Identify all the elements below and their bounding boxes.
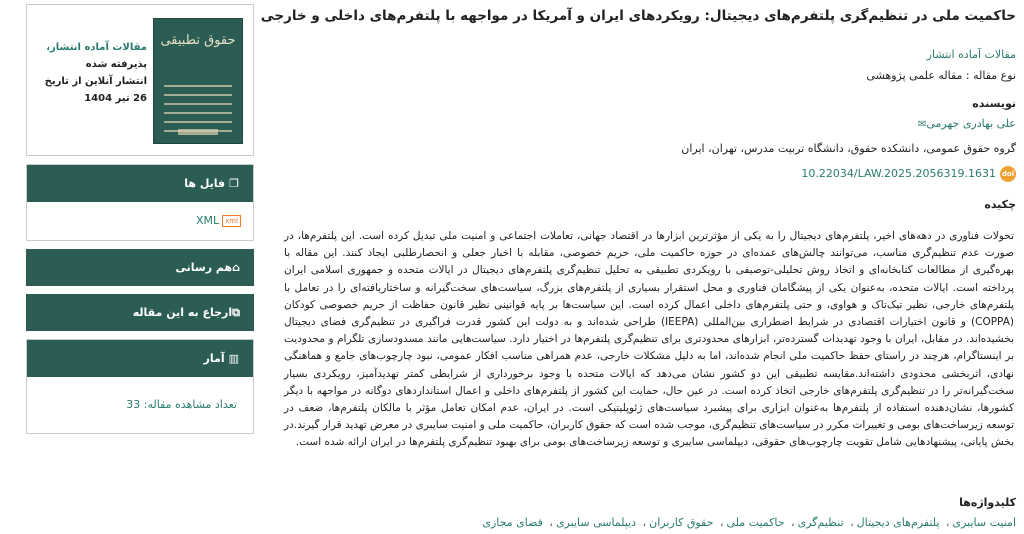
author-name: علی بهادری جهرمی bbox=[926, 117, 1016, 130]
doi-icon: doi bbox=[1000, 166, 1016, 182]
views-label: تعداد مشاهده مقاله: bbox=[143, 398, 237, 411]
category-link[interactable]: مقالات آماده انتشار bbox=[926, 48, 1016, 61]
cover-title: حقوق تطبیقی bbox=[160, 33, 236, 48]
xml-icon: xml bbox=[222, 215, 241, 227]
xml-download-link[interactable] bbox=[27, 202, 253, 240]
abstract-text: تحولات فناوری در دهه‌های اخیر، پلتفرم‌های دیجیتال را به یکی از مؤثرترین ابزارها در اقتصاد جهانی، تعاملات اجتماعی و امنیت ملی تبدیل کرده است. این پلتفرم‌ها، در صورت عدم تنظیم‌گری مناسب، می‌توانند چالش‌های عمده‌ای در حوزه حاکمیت ملی، حریم خصوصی، مقابله با اخبار جعلی و انحصارطلبی ایجاد کنند. این مقاله با بهره‌گیری از مطالعات کتابخانه‌ای و اتخاذ روش تحلیلی-توصیفی با رویکردی تطبیقی به تحلیل تنظیم‌گری پلتفرم‌های دیجیتال در ایالات متحده و جمهوری اسلامی ایران پرداخته است. ایالات متحده، به‌عنوان یکی از پیشگامان فناوری و محل استقرار بسیاری از پلتفرم‌های بزرگ، سیاست‌های سخت‌گیرانه و ساختاریافته‌ای را در تعامل با پلتفرم‌های خارجی، نظیر تیک‌تاک و هواوی، و حتی پلتفرم‌های داخلی اعمال کرده است. این سیاست‌ها بر پایه قوانینی نظیر قانون حفاظت از حریم خصوصی کودکان (COPPA) و قانون اختیارات اقتصادی در شرایط اضطراری بین‌المللی (IEEPA) طراحی شده‌اند و به دولت این کشور قدرت فراگیری در تنظیم‌گری فضای دیجیتال بخشیده‌اند. در مقابل، ایران با وجود تهدیدات گسترده‌تر، ابزارهای محدودتری برای تنظیم‌گری پلتفرم‌ها در اختیار دارد. سیاست‌هایی مانند مسدودسازی تلگرام و محدودیت بر اینستاگرام، هرچند در راستای حفظ حاکمیت ملی انجام شده‌اند، اما به دلیل مشکلات خارجی، عدم همراهی مناسب افکار عمومی، نبود چارچوب‌های جامع و هماهنگی نهادی، اثربخشی محدودی داشته‌اند.مقایسه تطبیقی این دو کشور نشان می‌دهد که ایالات متحده با وجود برخورداری از شرایطی کمتر تهدیدآمیز، رویکردی بسیار سخت‌گیرانه‌تر را در تنظیم‌گری پلتفرم‌های خارجی اتخاذ کرده است. در عین حال، حمایت این کشور از پلتفرم‌های داخلی و اعمال استانداردهای دوگانه در مواجهه با دیگر کشورها، نشان‌دهنده استفاده از پلتفرم‌ها به‌عنوان ابزاری برای پیشبرد سیاست‌های ژئوپلیتیکی است. در ایران، عدم امکان تعامل مؤثر با مالکان پلتفرم‌ها، ضعف در توسعه زیرساخت‌های بومی و تغییرات مکرر در سیاست‌های تنظیم‌گری، موجب شده است که حقوق کاربران، حاکمیت ملی و امنیت سایبری در معرض تهدید قرار گیرند.در بخش پایانی، پیشنهادهایی شامل تقویت چارچوب‌های حقوقی، دیپلماسی سایبری و توسعه زیرساخت‌های بومی برای بهبود تنظیم‌گری پلتفرم‌ها در ایران ارائه شده است. bbox=[284, 230, 1014, 449]
files-icon: ❐ bbox=[229, 177, 239, 190]
keyword-separator: ، bbox=[850, 516, 854, 529]
keyword-separator: ، bbox=[719, 516, 724, 529]
share-icon: ⌂ bbox=[232, 261, 240, 274]
views-count: 33 bbox=[126, 398, 141, 411]
xml-label: XML bbox=[195, 214, 220, 227]
cover-footer-mark bbox=[178, 129, 218, 135]
publication-info bbox=[35, 39, 147, 107]
stats-title: آمار bbox=[203, 352, 225, 365]
doi-link[interactable] bbox=[801, 166, 1016, 182]
pub-date: 26 تیر 1404 bbox=[84, 93, 147, 104]
author-affiliation: گروه حقوق عمومی، دانشکده حقوق، دانشگاه تربیت مدرس، تهران، ایران bbox=[681, 142, 1016, 155]
share-label: هم رسانی bbox=[175, 261, 233, 274]
article-views bbox=[27, 377, 253, 433]
external-link-icon: ⧉ bbox=[232, 306, 240, 319]
keyword-link[interactable]: تنظیم‌گری bbox=[797, 516, 844, 529]
files-panel-header bbox=[27, 165, 253, 202]
pub-online: انتشار آنلاین از تاریخ bbox=[44, 76, 147, 87]
share-button[interactable] bbox=[26, 249, 254, 286]
abstract-heading: چکیده bbox=[984, 198, 1016, 211]
keyword-separator: ، bbox=[945, 516, 950, 529]
journal-cover-image[interactable] bbox=[153, 18, 243, 144]
stats-panel bbox=[26, 339, 254, 434]
pub-accepted: پذیرفته شده bbox=[85, 59, 147, 70]
keyword-link[interactable]: فضای مجازی bbox=[482, 516, 543, 529]
cite-article-button[interactable] bbox=[26, 294, 254, 331]
sidebar bbox=[26, 4, 254, 434]
files-panel bbox=[26, 164, 254, 241]
article-type: نوع مقاله : مقاله علمی پژوهشی bbox=[866, 69, 1016, 82]
cite-label: ارجاع به این مقاله bbox=[132, 306, 233, 319]
pub-status-link[interactable]: مقالات آماده انتشار، bbox=[46, 42, 147, 53]
keywords-heading: کلیدواژه‌ها bbox=[959, 496, 1016, 509]
keyword-link[interactable]: حقوق کاربران bbox=[649, 516, 714, 529]
keyword-link[interactable]: حاکمیت ملی bbox=[726, 516, 785, 529]
stats-icon: ▥ bbox=[228, 352, 239, 365]
keywords-list bbox=[482, 516, 1016, 529]
author-link[interactable] bbox=[915, 117, 1016, 130]
author-heading: نویسنده bbox=[972, 97, 1016, 110]
keyword-separator: ، bbox=[791, 516, 795, 529]
keyword-link[interactable]: پلتفرم‌های دیجیتال bbox=[856, 516, 940, 529]
keyword-link[interactable]: دیپلماسی سایبری bbox=[555, 516, 637, 529]
stats-panel-header bbox=[27, 340, 253, 377]
files-title: فایل ها bbox=[184, 177, 226, 190]
journal-info-box bbox=[26, 4, 254, 156]
doi-value: 10.22034/LAW.2025.2056319.1631 bbox=[801, 167, 996, 180]
mail-icon[interactable]: ✉ bbox=[917, 119, 927, 130]
article-title: حاکمیت ملی در تنظیم‌گری پلتفرم‌های دیجیتال: رویکردهای ایران و آمریکا در مواجهه با پلتفرم‌های داخلی و خارجی bbox=[260, 8, 1016, 24]
keyword-link[interactable]: امنیت سایبری bbox=[952, 516, 1016, 529]
keyword-separator: ، bbox=[549, 516, 553, 529]
keyword-separator: ، bbox=[642, 516, 647, 529]
